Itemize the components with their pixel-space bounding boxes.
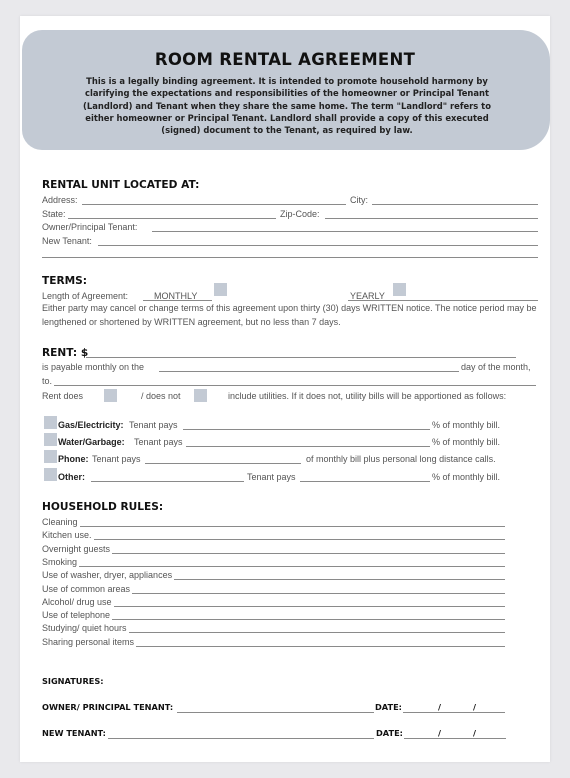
rule-row	[42, 622, 540, 634]
length-row	[42, 290, 540, 302]
extra-line-row	[42, 247, 540, 259]
rental-unit-heading: RENTAL UNIT LOCATED AT:	[42, 179, 200, 191]
rule-label: Smoking	[42, 556, 78, 567]
rent-heading-row	[42, 347, 540, 361]
rule-row	[42, 583, 540, 595]
yearly-line	[348, 300, 538, 301]
gas-row	[42, 419, 540, 431]
payable-label: is payable monthly on the	[42, 362, 145, 372]
gas-pct-label: % of monthly bill.	[432, 420, 501, 430]
tenant-date-slash-2: /	[473, 728, 476, 738]
does-not-checkbox[interactable]	[194, 389, 207, 402]
city-field[interactable]	[372, 204, 538, 205]
other-pct-label: % of monthly bill.	[432, 472, 501, 482]
rent-heading: RENT: $	[42, 347, 89, 359]
rule-row	[42, 529, 540, 541]
rule-field[interactable]	[132, 593, 505, 594]
gas-label: Gas/Electricity:	[58, 420, 124, 430]
rule-label: Use of common areas	[42, 583, 131, 594]
utilities-row	[42, 390, 540, 402]
gas-tenant-pays: Tenant pays	[129, 420, 178, 430]
tenant-signature-label: NEW TENANT:	[42, 728, 106, 738]
tenant-date-field[interactable]	[404, 738, 506, 739]
new-tenant-label: New Tenant:	[42, 236, 92, 246]
rule-field[interactable]	[112, 553, 505, 554]
owner-date-field[interactable]	[403, 712, 505, 713]
rule-field[interactable]	[174, 579, 505, 580]
to-label: to.	[42, 376, 53, 386]
rule-row	[42, 609, 540, 621]
to-field[interactable]	[54, 385, 536, 386]
monthly-checkbox[interactable]	[214, 283, 227, 296]
rule-label: Use of telephone	[42, 610, 111, 621]
rule-field[interactable]	[114, 606, 505, 607]
phone-label: Phone:	[58, 454, 89, 464]
phone-tenant-pays: Tenant pays	[92, 454, 141, 464]
owner-signature-row	[42, 702, 540, 714]
state-label: State:	[42, 209, 66, 219]
rule-label: Cleaning	[42, 517, 78, 527]
tenant-date-slash-1: /	[438, 728, 441, 738]
owner-label: Owner/Principal Tenant:	[42, 222, 138, 232]
new-tenant-field[interactable]	[98, 245, 538, 246]
rule-field[interactable]	[129, 632, 505, 633]
tenant-signature-row	[42, 728, 540, 740]
state-row	[42, 208, 540, 220]
rule-row	[42, 596, 540, 608]
city-label: City:	[350, 195, 368, 205]
rule-row	[42, 516, 540, 528]
phone-tail-label: of monthly bill plus personal long distance calls.	[306, 454, 496, 464]
rule-label: Studying/ quiet hours	[42, 623, 127, 634]
yearly-checkbox[interactable]	[393, 283, 406, 296]
document-page	[20, 16, 550, 762]
other-desc-field[interactable]	[91, 481, 244, 482]
payable-day-field[interactable]	[159, 371, 459, 372]
other-tenant-pays: Tenant pays	[247, 472, 296, 482]
rule-row	[42, 569, 540, 581]
rent-amount-field[interactable]	[86, 357, 516, 358]
address-label: Address:	[42, 195, 78, 205]
owner-signature-field[interactable]	[177, 712, 374, 713]
page-title: ROOM RENTAL AGREEMENT	[154, 50, 416, 69]
tenant-date-label: DATE:	[376, 728, 403, 738]
payable-row	[42, 361, 540, 373]
rule-field[interactable]	[136, 646, 505, 647]
owner-date-slash-1: /	[438, 702, 441, 712]
other-field[interactable]	[300, 481, 430, 482]
rule-label: Kitchen use.	[42, 530, 92, 541]
water-pct-label: % of monthly bill.	[432, 437, 501, 447]
zip-field[interactable]	[325, 218, 538, 219]
rule-row	[42, 556, 540, 568]
rule-field[interactable]	[94, 539, 505, 540]
rule-field[interactable]	[79, 566, 505, 567]
water-checkbox[interactable]	[44, 433, 57, 446]
rules-heading: HOUSEHOLD RULES:	[42, 501, 164, 513]
zip-label: Zip-Code:	[280, 209, 320, 219]
rule-field[interactable]	[80, 526, 505, 527]
length-label: Length of Agreement:	[42, 291, 129, 301]
other-checkbox[interactable]	[44, 468, 57, 481]
owner-date-slash-2: /	[473, 702, 476, 712]
intro-paragraph: This is a legally binding agreement. It is intended to promote household harmony by clarifying the expectations and responsibilities of the homeowner or Principal Tenant (Landlord) and Tenant when they share the same home. The term "Landlord" refers to either homeowner or Principal Tenant. Landlord shall provide a copy of this executed (signed) document to the Tenant, as required by law.	[83, 76, 491, 136]
owner-field[interactable]	[152, 231, 538, 232]
monthly-line	[143, 300, 212, 301]
other-row	[42, 471, 540, 483]
rule-label: Use of washer, dryer, appliances	[42, 570, 173, 581]
new-tenant-row	[42, 235, 540, 247]
water-tenant-pays: Tenant pays	[134, 437, 183, 447]
phone-checkbox[interactable]	[44, 450, 57, 463]
extra-field[interactable]	[42, 257, 538, 258]
monthly-option: MONTHLY	[154, 291, 198, 301]
yearly-option: YEARLY	[350, 291, 385, 301]
owner-date-label: DATE:	[375, 702, 402, 712]
water-row	[42, 436, 540, 448]
rule-row	[42, 636, 540, 648]
terms-heading: TERMS:	[42, 275, 88, 287]
rule-row	[42, 543, 540, 555]
terms-notice: Either party may cancel or change terms of this agreement upon thirty (30) days WRITTEN notice. The notice period may be lengthened or shortened by WRITTEN agreement, but no less than 7 days.	[42, 303, 537, 327]
other-label: Other:	[58, 472, 85, 482]
gas-checkbox[interactable]	[44, 416, 57, 429]
address-field[interactable]	[82, 204, 346, 205]
rule-label: Overnight guests	[42, 543, 111, 554]
owner-signature-label: OWNER/ PRINCIPAL TENANT:	[42, 702, 174, 712]
water-label: Water/Garbage:	[58, 437, 125, 447]
tenant-signature-field[interactable]	[108, 738, 374, 739]
phone-field[interactable]	[145, 463, 301, 464]
water-field[interactable]	[186, 446, 430, 447]
owner-row	[42, 221, 540, 233]
does-not-label: / does not	[141, 391, 181, 401]
address-row	[42, 194, 540, 206]
state-field[interactable]	[68, 218, 276, 219]
rent-does-checkbox[interactable]	[104, 389, 117, 402]
to-row	[42, 375, 540, 387]
day-of-month-label: day of the month,	[461, 362, 531, 372]
rule-label: Alcohol/ drug use	[42, 596, 112, 607]
gas-field[interactable]	[183, 429, 430, 430]
utilities-text: include utilities. If it does not, utility bills will be apportioned as follows:	[228, 391, 507, 401]
signatures-heading: SIGNATURES:	[42, 676, 104, 686]
rule-field[interactable]	[112, 619, 505, 620]
phone-row	[42, 453, 540, 465]
rule-label: Sharing personal items	[42, 636, 135, 647]
rent-does-label: Rent does	[42, 391, 84, 401]
